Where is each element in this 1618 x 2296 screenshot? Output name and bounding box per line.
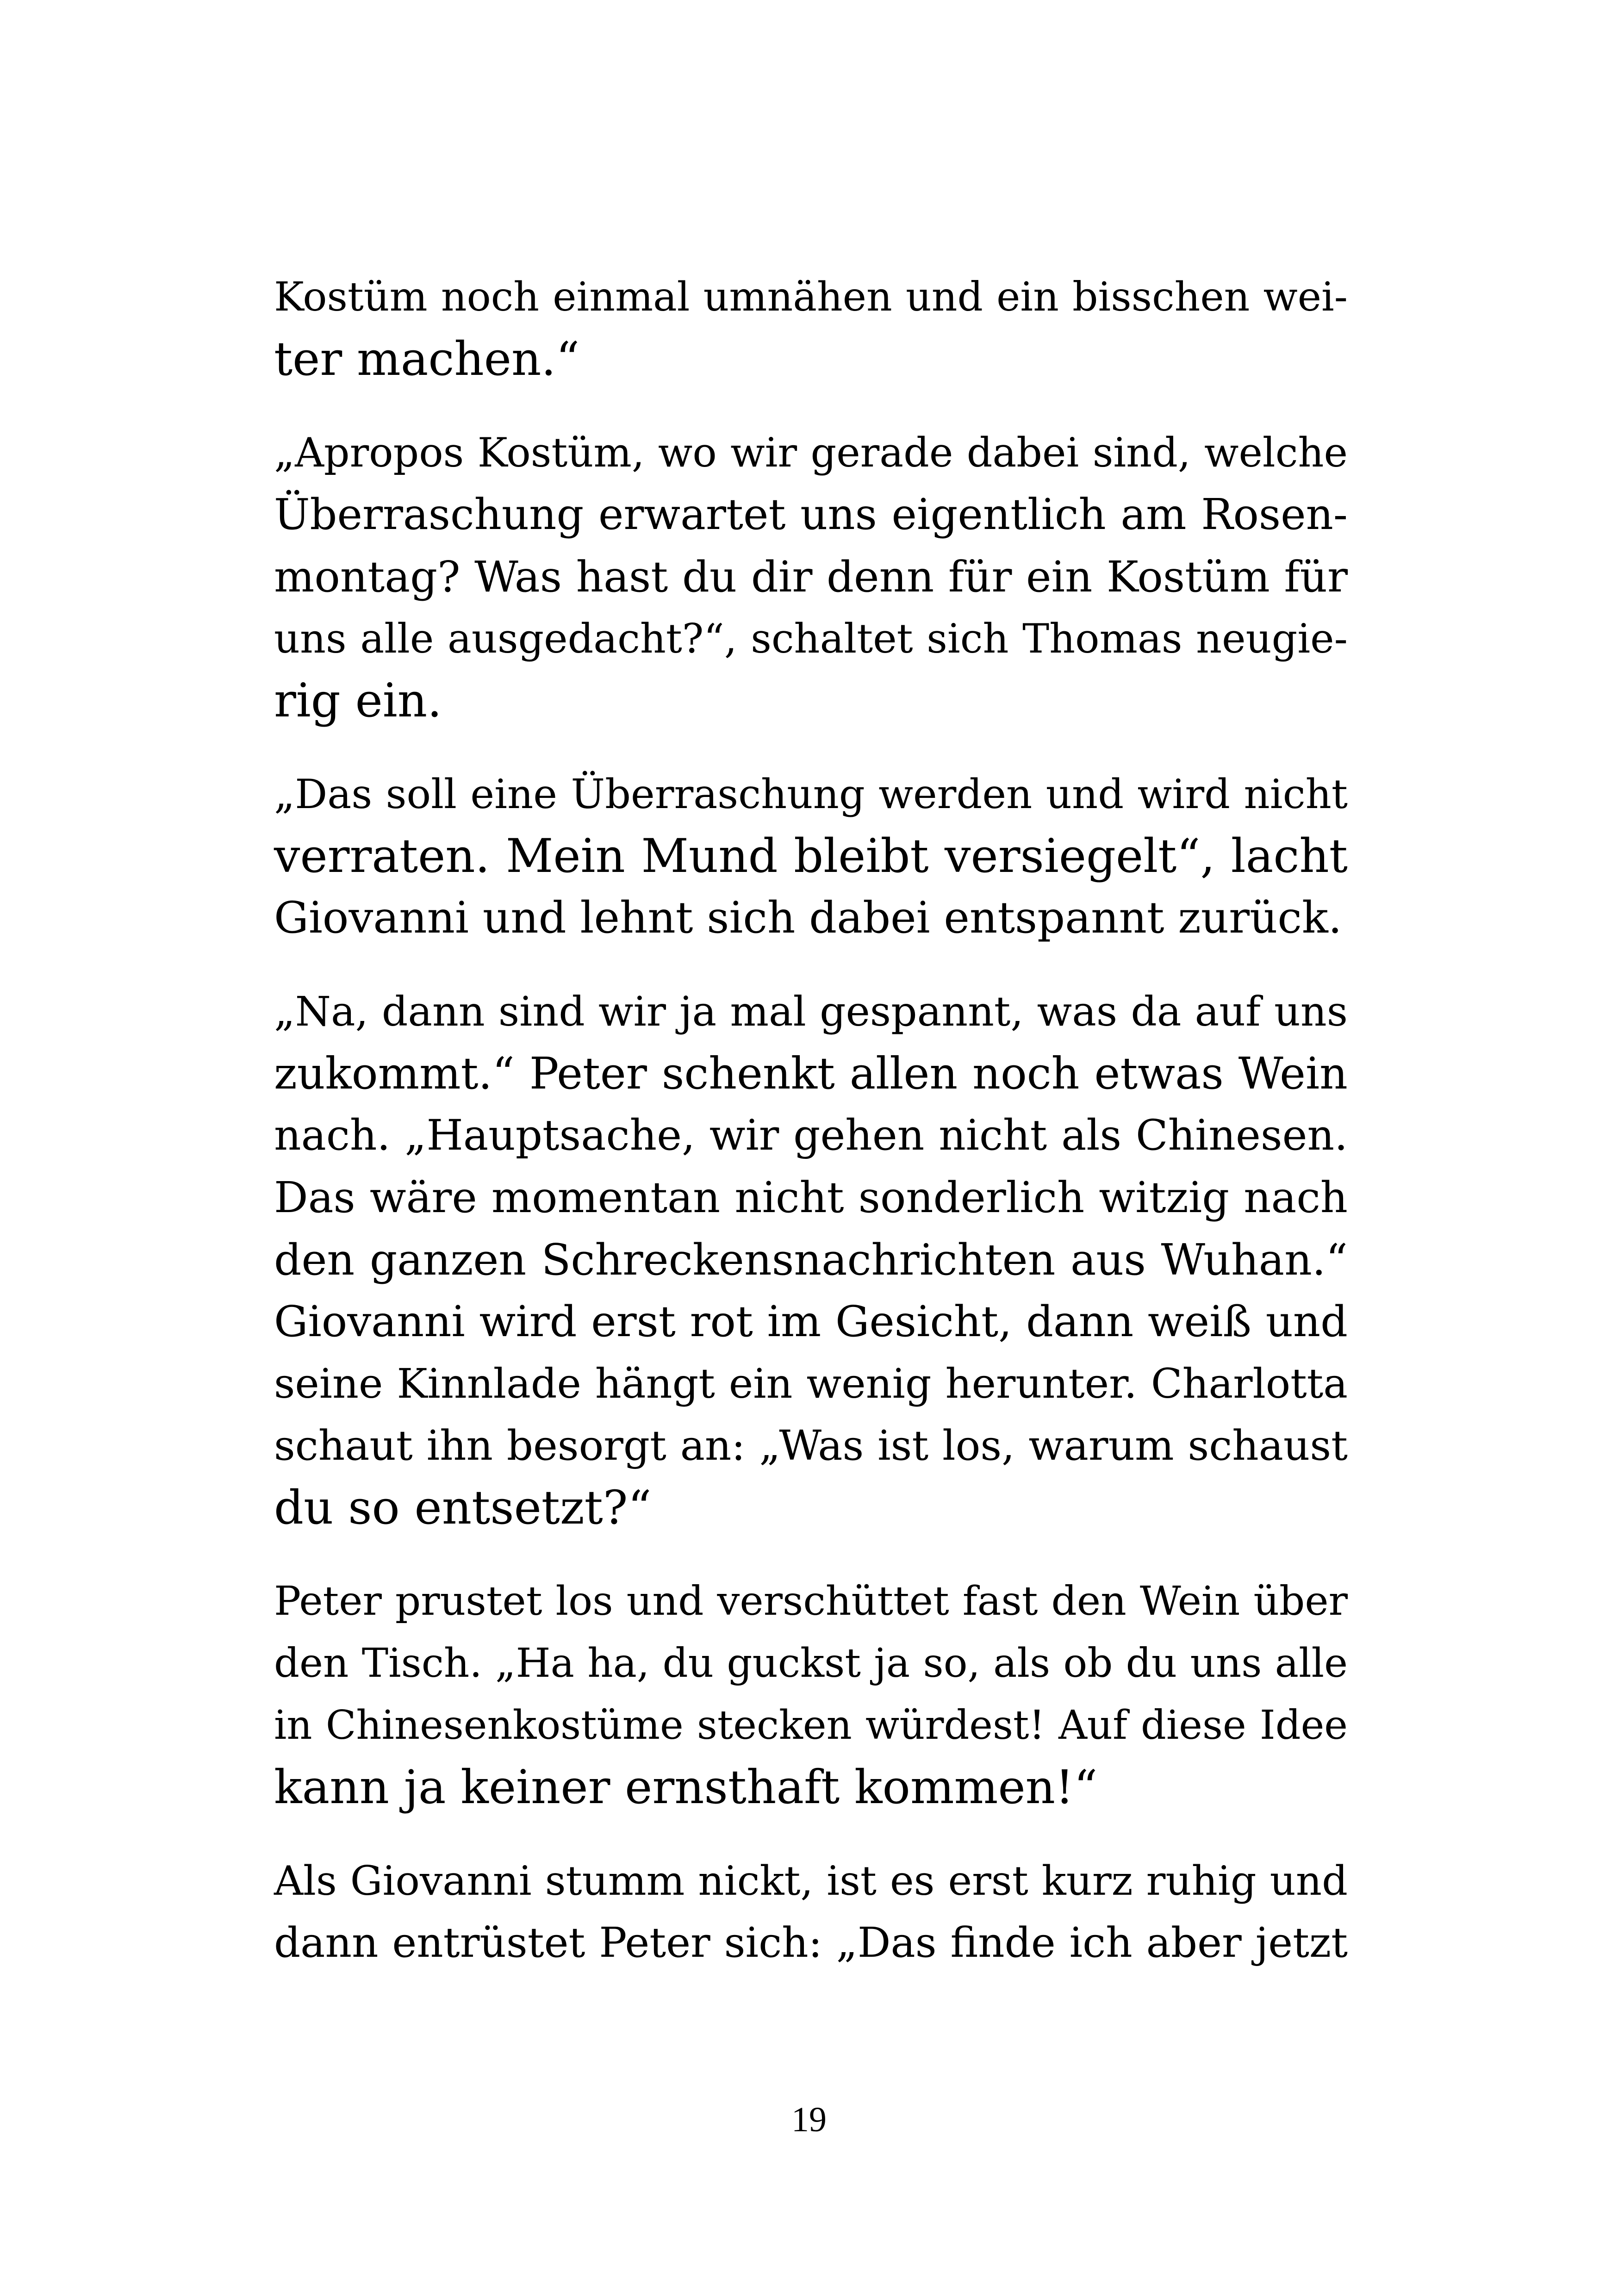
- text-line: Das wäre momentan nicht sonderlich witzig nach: [274, 1173, 1348, 1222]
- text-line: ter machen.“: [274, 332, 580, 386]
- paragraph: [274, 1850, 1348, 1974]
- text-line: Überraschung erwartet uns eigentlich am Rosen-: [274, 490, 1348, 539]
- paragraph: [274, 763, 1348, 949]
- text-line: Peter prustet los und verschüttet fast den Wein über: [274, 1578, 1348, 1624]
- text-line: rig ein.: [274, 673, 442, 728]
- text-line: Als Giovanni stumm nickt, ist es erst kurz ruhig und: [274, 1857, 1348, 1904]
- text-line: den Tisch. „Ha ha, du guckst ja so, als ob du uns alle: [274, 1640, 1348, 1686]
- text-line: schaut ihn besorgt an: „Was ist los, warum schaust: [274, 1422, 1348, 1470]
- text-line: du so entsetzt?“: [274, 1481, 652, 1535]
- text-line: Giovanni wird erst rot im Gesicht, dann weiß und: [274, 1297, 1348, 1346]
- text-line: dann entrüstet Peter sich: „Das finde ich aber jetzt: [274, 1919, 1348, 1967]
- text-line: „Na, dann sind wir ja mal gespannt, was da auf uns: [274, 988, 1348, 1035]
- text-line: „Apropos Kostüm, wo wir gerade dabei sind, welche: [274, 429, 1348, 476]
- text-line: „Das soll eine Überraschung werden und wird nicht: [274, 771, 1348, 818]
- text-line: nach. „Hauptsache, wir gehen nicht als Chinesen.: [274, 1111, 1348, 1160]
- page-number: 19: [791, 2100, 827, 2139]
- paragraph: [274, 266, 1348, 390]
- paragraph: [274, 1570, 1348, 1818]
- text-line: Kostüm noch einmal umnähen und ein bisschen wei-: [274, 274, 1348, 320]
- text-line: montag? Was hast du dir denn für ein Kostüm für: [274, 552, 1348, 602]
- text-line: den ganzen Schreckensnachrichten aus Wuhan.“: [274, 1235, 1348, 1285]
- paragraph: [274, 422, 1348, 732]
- text-line: verraten. Mein Mund bleibt versiegelt“, lacht: [274, 829, 1348, 883]
- text-line: kann ja keiner ernsthaft kommen!“: [274, 1760, 1098, 1814]
- body-text: [274, 266, 1348, 2005]
- text-line: in Chinesenkostüme stecken würdest! Auf diese Idee: [274, 1702, 1348, 1748]
- text-line: uns alle ausgedacht?“, schaltet sich Thomas neugie-: [274, 615, 1348, 662]
- text-line: zukommt.“ Peter schenkt allen noch etwas Wein: [274, 1048, 1348, 1099]
- text-line: seine Kinnlade hängt ein wenig herunter. Charlotta: [274, 1360, 1348, 1407]
- paragraph: [274, 981, 1348, 1539]
- text-line: Giovanni und lehnt sich dabei entspannt zurück.: [274, 893, 1342, 943]
